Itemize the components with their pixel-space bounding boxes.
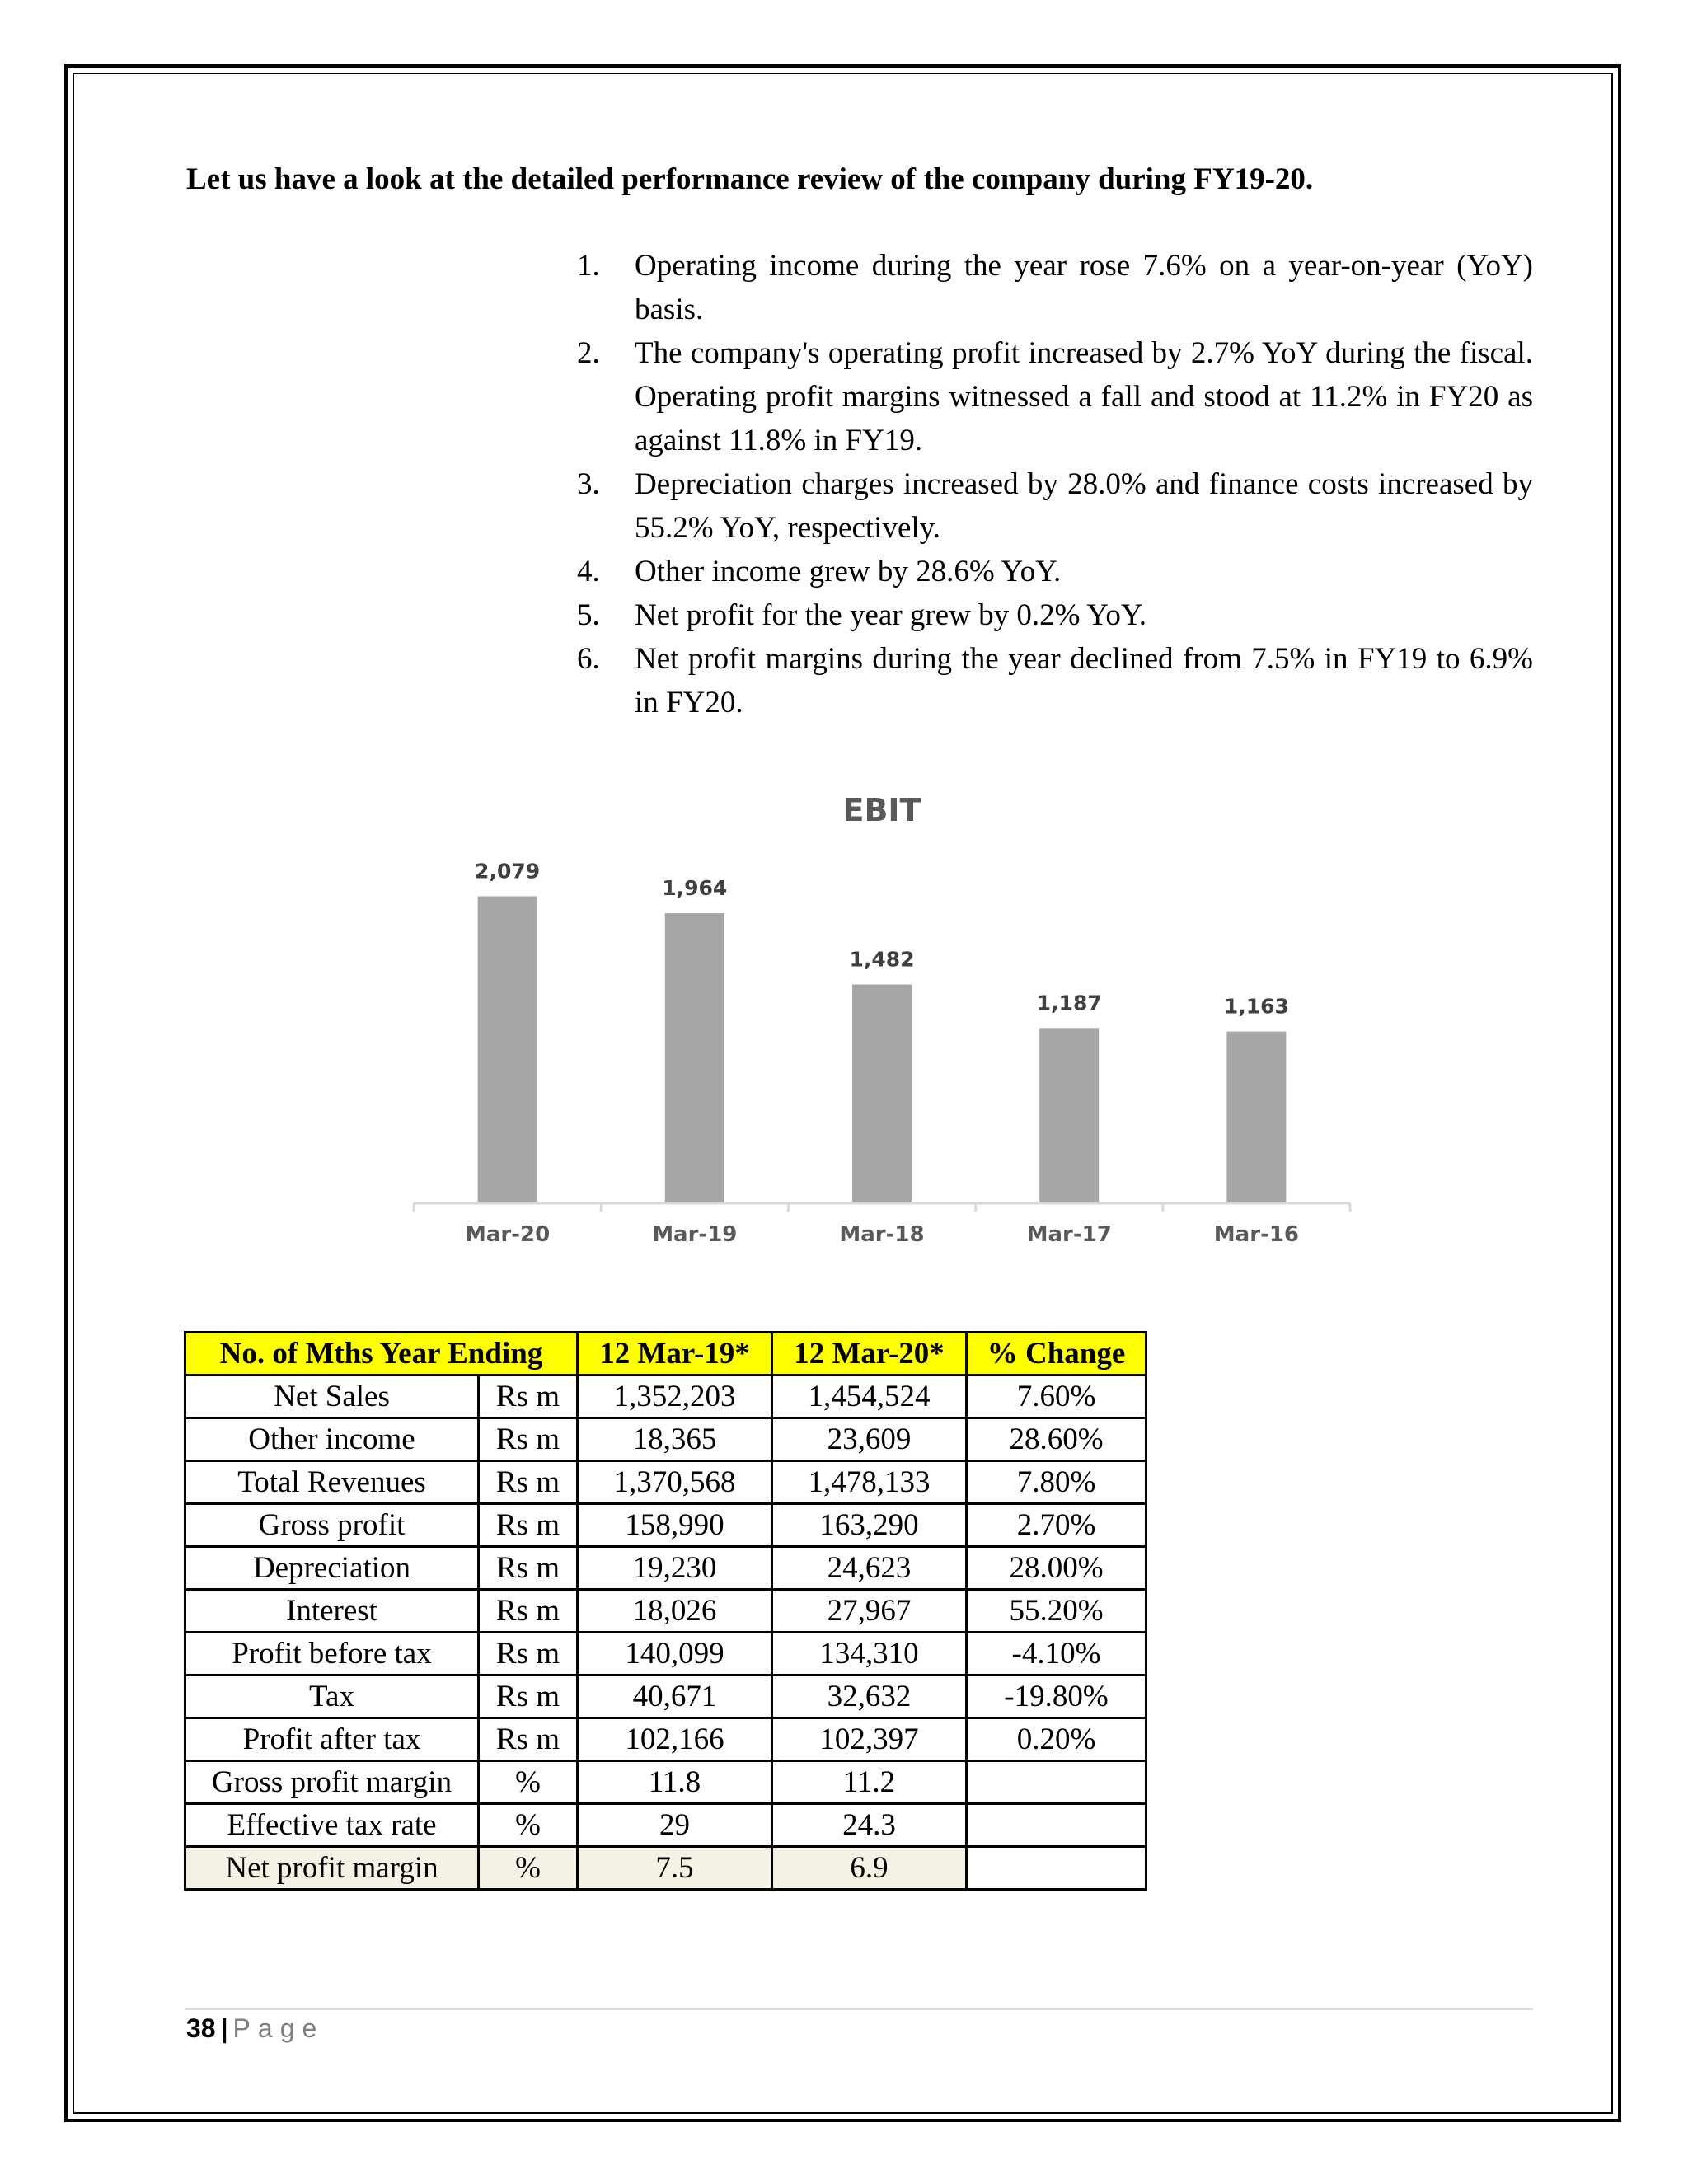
point-item	[577, 637, 1533, 724]
header-mar-20: 12 Mar-20*	[772, 1333, 967, 1376]
data-label: 1,187	[1036, 991, 1102, 1015]
cell-mar19: 102,166	[578, 1718, 772, 1761]
table-row	[185, 1461, 1146, 1504]
cell-mar19: 29	[578, 1804, 772, 1847]
cell-mar19: 40,671	[578, 1675, 772, 1718]
table-row	[185, 1804, 1146, 1847]
cell-mar20: 24.3	[772, 1804, 967, 1847]
page-footer	[186, 2013, 324, 2044]
data-label: 1,163	[1223, 994, 1289, 1019]
table-row	[185, 1633, 1146, 1675]
page-word: Page	[232, 2013, 325, 2043]
cell-mar19: 19,230	[578, 1547, 772, 1590]
cell-label: Gross profit	[185, 1504, 479, 1547]
table-row	[185, 1376, 1146, 1418]
point-text: Other income grew by 28.6% YoY.	[635, 555, 1062, 588]
cell-label: Net profit margin	[185, 1847, 479, 1890]
cell-mar20: 1,478,133	[772, 1461, 967, 1504]
cell-label: Total Revenues	[185, 1461, 479, 1504]
x-tick-label: Mar-17	[1026, 1222, 1112, 1247]
table-row	[185, 1718, 1146, 1761]
cell-mar20: 27,967	[772, 1590, 967, 1633]
cell-label: Interest	[185, 1590, 479, 1633]
point-number: 2.	[577, 336, 600, 370]
performance-points-list	[577, 244, 1533, 724]
point-text: Net profit for the year grew by 0.2% YoY.	[635, 598, 1147, 632]
financial-summary-table	[184, 1331, 1147, 1891]
table-row	[185, 1675, 1146, 1718]
bar-mar-20	[478, 897, 537, 1203]
cell-mar19: 1,370,568	[578, 1461, 772, 1504]
cell-mar19: 158,990	[578, 1504, 772, 1547]
table-row	[185, 1504, 1146, 1547]
cell-mar20: 102,397	[772, 1718, 967, 1761]
cell-change: 7.60%	[967, 1376, 1146, 1418]
page-number: 38	[186, 2013, 216, 2043]
point-item	[577, 331, 1533, 462]
cell-label: Profit before tax	[185, 1633, 479, 1675]
table-row	[185, 1847, 1146, 1890]
point-number: 3.	[577, 467, 600, 501]
cell-mar20: 6.9	[772, 1847, 967, 1890]
x-tick-label: Mar-19	[652, 1222, 738, 1247]
point-item	[577, 244, 1533, 331]
cell-mar20: 32,632	[772, 1675, 967, 1718]
cell-unit: Rs m	[479, 1376, 578, 1418]
cell-unit: %	[479, 1847, 578, 1890]
cell-mar20: 134,310	[772, 1633, 967, 1675]
cell-change: 55.20%	[967, 1590, 1146, 1633]
cell-mar20: 163,290	[772, 1504, 967, 1547]
page-heading: Let us have a look at the detailed performance review of the company during FY19-20.	[186, 162, 1314, 196]
cell-label: Effective tax rate	[185, 1804, 479, 1847]
point-item	[577, 593, 1533, 637]
point-number: 1.	[577, 249, 600, 283]
cell-unit: Rs m	[479, 1718, 578, 1761]
table-header-row	[185, 1333, 1146, 1376]
cell-change: 2.70%	[967, 1504, 1146, 1547]
cell-label: Other income	[185, 1418, 479, 1461]
cell-unit: Rs m	[479, 1633, 578, 1675]
cell-mar20: 23,609	[772, 1418, 967, 1461]
cell-change: 28.00%	[967, 1547, 1146, 1590]
ebit-bar-chart	[404, 791, 1352, 1277]
header-mar-19: 12 Mar-19*	[578, 1333, 772, 1376]
cell-mar19: 18,365	[578, 1418, 772, 1461]
point-text: Operating income during the year rose 7.6% on a year-on-year (YoY) basis.	[635, 249, 1533, 326]
footer-separator: |	[220, 2013, 228, 2043]
point-item	[577, 550, 1533, 593]
bar-mar-19	[665, 913, 724, 1203]
cell-mar20: 1,454,524	[772, 1376, 967, 1418]
cell-unit: Rs m	[479, 1418, 578, 1461]
cell-mar19: 140,099	[578, 1633, 772, 1675]
cell-unit: %	[479, 1761, 578, 1804]
footer-rule	[185, 2008, 1533, 2010]
cell-mar19: 1,352,203	[578, 1376, 772, 1418]
point-text: Depreciation charges increased by 28.0% and finance costs increased by 55.2% YoY, respectively.	[635, 467, 1533, 545]
data-label: 2,079	[475, 859, 541, 883]
cell-change: 0.20%	[967, 1718, 1146, 1761]
cell-unit: Rs m	[479, 1504, 578, 1547]
point-number: 4.	[577, 555, 600, 588]
header-change: % Change	[967, 1333, 1146, 1376]
bar-mar-16	[1226, 1032, 1286, 1203]
x-tick-label: Mar-16	[1213, 1222, 1300, 1247]
table-row	[185, 1761, 1146, 1804]
cell-label: Depreciation	[185, 1547, 479, 1590]
cell-mar20: 24,623	[772, 1547, 967, 1590]
cell-mar19: 18,026	[578, 1590, 772, 1633]
cell-change: 28.60%	[967, 1418, 1146, 1461]
cell-label: Net Sales	[185, 1376, 479, 1418]
x-tick-label: Mar-20	[464, 1222, 551, 1247]
cell-change: -19.80%	[967, 1675, 1146, 1718]
cell-label: Tax	[185, 1675, 479, 1718]
cell-change: -4.10%	[967, 1633, 1146, 1675]
cell-mar19: 7.5	[578, 1847, 772, 1890]
point-number: 5.	[577, 598, 600, 632]
bar-mar-17	[1039, 1028, 1099, 1203]
table-row	[185, 1547, 1146, 1590]
x-tick-label: Mar-18	[839, 1222, 925, 1247]
cell-mar20: 11.2	[772, 1761, 967, 1804]
point-item	[577, 462, 1533, 550]
cell-change: 7.80%	[967, 1461, 1146, 1504]
table-row	[185, 1590, 1146, 1633]
cell-unit: Rs m	[479, 1675, 578, 1718]
table-row	[185, 1418, 1146, 1461]
bar-mar-18	[852, 984, 912, 1203]
chart-title: EBIT	[842, 792, 921, 828]
point-number: 6.	[577, 642, 600, 676]
header-year-ending: No. of Mths Year Ending	[185, 1333, 578, 1376]
cell-label: Gross profit margin	[185, 1761, 479, 1804]
cell-mar19: 11.8	[578, 1761, 772, 1804]
cell-change	[967, 1804, 1146, 1847]
data-label: 1,482	[849, 947, 915, 972]
cell-unit: Rs m	[479, 1461, 578, 1504]
point-text: The company's operating profit increased by 2.7% YoY during the fiscal. Operating profit margins witnessed a fall and stood at 11.2% in FY20 as against 11.8% in FY19.	[635, 336, 1533, 457]
data-label: 1,964	[662, 876, 728, 901]
cell-unit: Rs m	[479, 1547, 578, 1590]
point-text: Net profit margins during the year declined from 7.5% in FY19 to 6.9% in FY20.	[635, 642, 1533, 719]
cell-change	[967, 1761, 1146, 1804]
cell-label: Profit after tax	[185, 1718, 479, 1761]
cell-unit: %	[479, 1804, 578, 1847]
cell-unit: Rs m	[479, 1590, 578, 1633]
cell-change	[967, 1847, 1146, 1890]
